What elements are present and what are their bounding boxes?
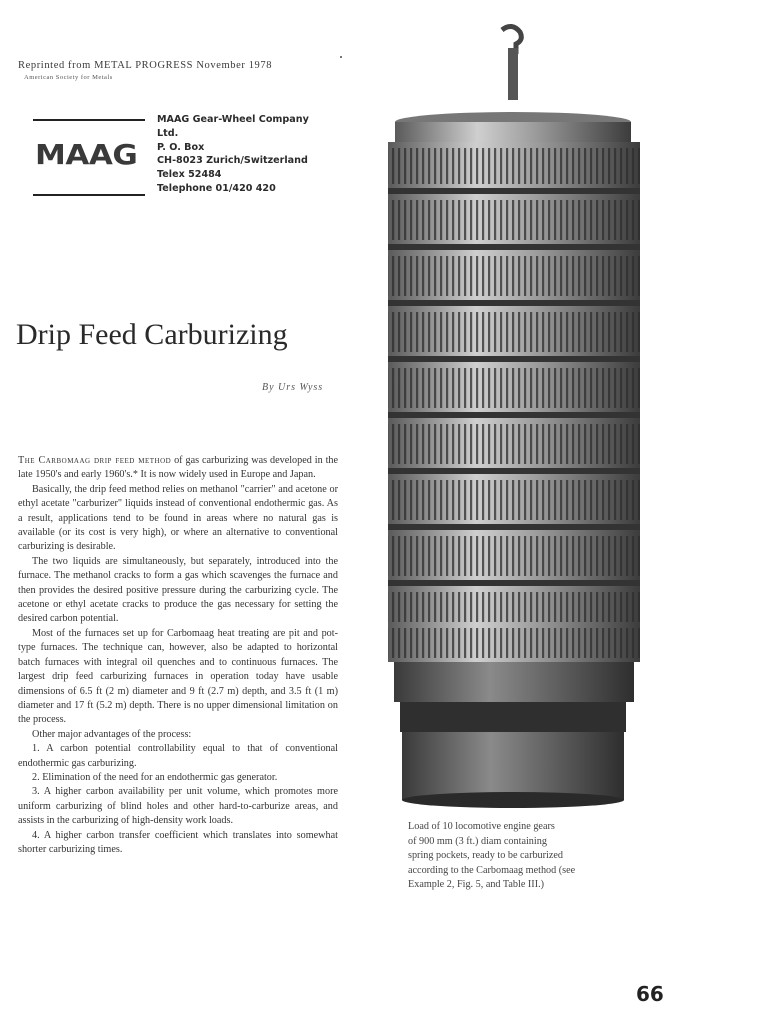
paragraph-text: of gas carburizing was developed in the late 1950's and early 1960's.* It is now widely used in Europe and Japan. (18, 455, 339, 481)
logo-rule-top (33, 119, 145, 121)
reprint-notice: Reprinted from METAL PROGRESS November 1978 (18, 60, 273, 71)
maag-logo: MAAG (35, 139, 138, 172)
society-line: American Society for Metals (24, 74, 113, 81)
article-body (18, 454, 338, 857)
gear-stack-photo (380, 10, 650, 810)
company-telephone: Telephone 01/420 420 (157, 182, 276, 194)
list-item: 1. A carbon potential controllability equal to that of conventional endothermic gas carburizing. (18, 743, 338, 769)
company-telex: Telex 52484 (157, 169, 222, 181)
paragraph: Basically, the drip feed method relies on methanol "carrier" and acetone or ethyl acetate "carburizer" liquids instead of conventional endothermic gas. As a result, applications tend to be found in areas where no natural gas is available (or its cost is very high), or where an alternative to conventional carburizing is desirable. (18, 483, 338, 553)
paragraph: Other major advantages of the process: (32, 728, 192, 740)
base-fixture (394, 662, 634, 808)
company-suffix: Ltd. (157, 127, 179, 139)
gear-stack (388, 142, 640, 662)
company-name: MAAG Gear-Wheel Company (157, 114, 309, 125)
company-address (157, 113, 309, 196)
list-item: 3. A higher carbon availability per unit volume, which promotes more uniform carburizing of blind holes and other hard-to-carburize areas, and assists in the carburizing of high-density work loads. (18, 786, 338, 827)
caption-line: Load of 10 locomotive engine gears (408, 821, 555, 832)
list-item: 2. Elimination of the need for an endothermic gas generator. (32, 771, 278, 783)
article-byline: By Urs Wyss (262, 382, 324, 393)
lifting-hook (502, 26, 521, 100)
page-number: 66 (636, 982, 664, 1006)
paragraph: The two liquids are simultaneously, but separately, introduced into the furnace. The methanol cracks to form a gas which scavenges the furnace and then provides the desired positive pressure during the carburizing cycle. The acetone or ethyl acetate cracks to produce the gas necessary for setting the desired carbon potential. (18, 555, 338, 625)
figure-caption (408, 820, 628, 893)
lead-in: The Carbomaag drip feed method (18, 455, 172, 466)
company-pobox: P. O. Box (157, 141, 205, 153)
caption-line: spring pockets, ready to be carburized (408, 850, 564, 862)
paragraph (18, 454, 338, 483)
paragraph: Most of the furnaces set up for Carbomaag heat treating are pit and pot-type furnaces. The technique can, however, also be adapted to horizontal batch furnaces with integral oil quenches and to continuous furnaces. The largest drip feed carburizing furnaces in operation today have usable dimensions of 6.5 ft (2 m) diameter and 9 ft (2.7 m) depth, and 3.5 ft (1 m) diameter and 17 ft (5.2 m) depth. There is no upper dimensional limitation on the process. (18, 627, 338, 726)
caption-line: Example 2, Fig. 5, and Table III.) (408, 879, 545, 891)
speck (340, 56, 342, 58)
logo-rule-bottom (33, 194, 145, 196)
caption-line: of 900 mm (3 ft.) diam containing (408, 835, 547, 847)
caption-line: according to the Carbomaag method (see (408, 864, 576, 876)
article-title: Drip Feed Carburizing (16, 318, 288, 351)
company-city: CH-8023 Zurich/Switzerland (157, 155, 308, 167)
list-item: 4. A higher carbon transfer coefficient which translates into somewhat shorter carburizing times. (18, 829, 338, 855)
